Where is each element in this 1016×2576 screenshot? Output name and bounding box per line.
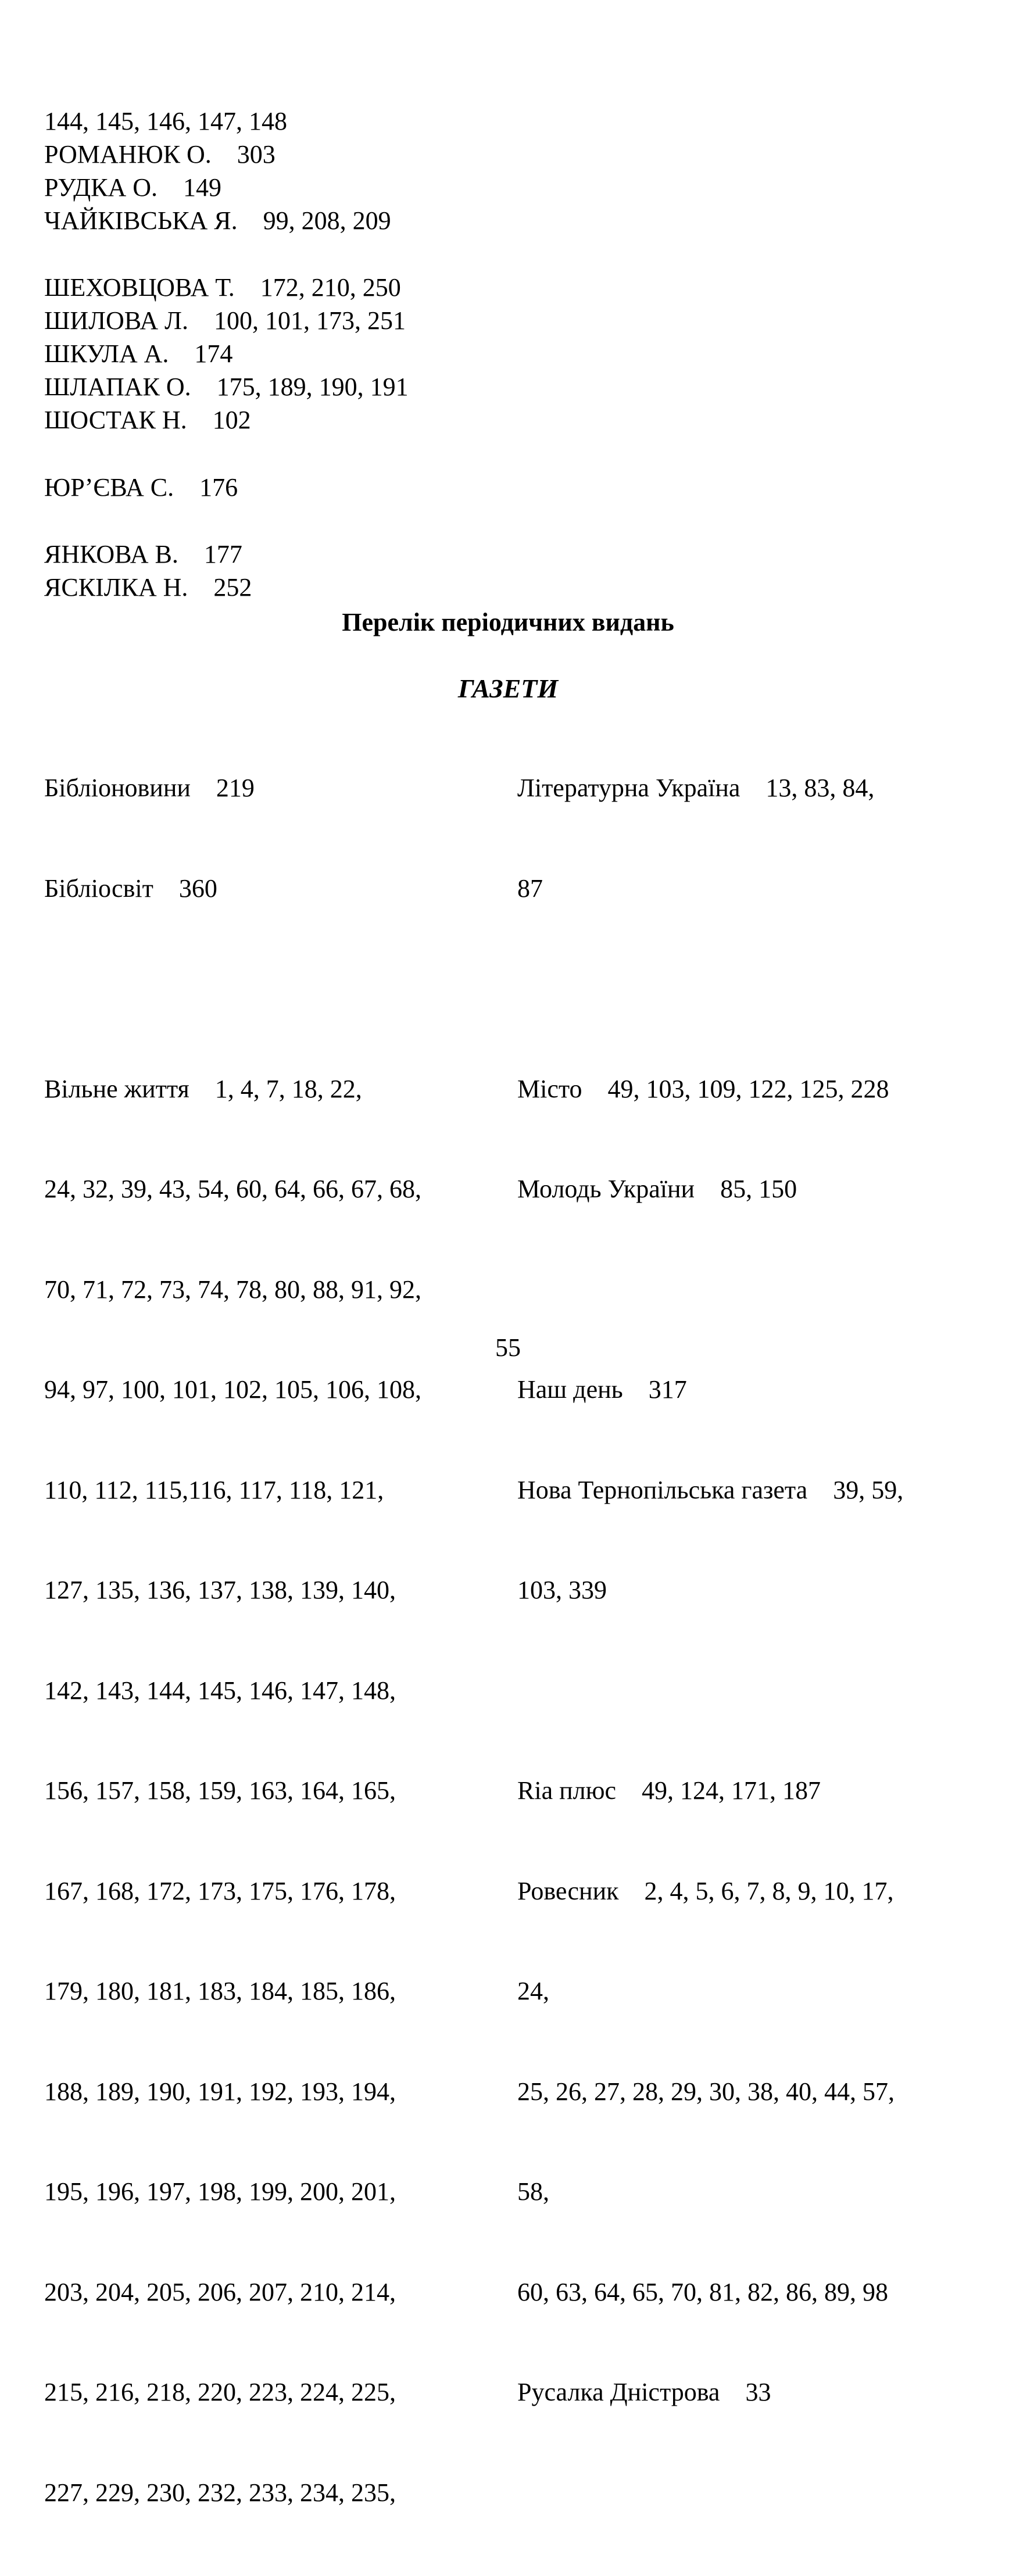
- index-entry: ЮР’ЄВА С. 176: [44, 473, 238, 502]
- newspaper-entry: Ровесник 2, 4, 5, 6, 7, 8, 9, 10, 17,: [517, 1876, 894, 1905]
- newspaper-entry-continuation: 142, 143, 144, 145, 146, 147, 148,: [44, 1676, 396, 1705]
- newspaper-entry-continuation: 24,: [517, 1977, 549, 2005]
- newspaper-entry: Бібліосвіт 360: [44, 874, 217, 903]
- spacer: [44, 972, 421, 1006]
- newspaper-entry-continuation: 167, 168, 172, 173, 175, 176, 178,: [44, 1876, 396, 1905]
- newspaper-entry-continuation: 25, 26, 27, 28, 29, 30, 38, 40, 44, 57,: [517, 2077, 895, 2106]
- newspaper-entry-continuation: 70, 71, 72, 73, 74, 78, 80, 88, 91, 92,: [44, 1275, 421, 1304]
- newspaper-entry: Місто 49, 103, 109, 122, 125, 228: [517, 1074, 889, 1103]
- newspaper-entry-continuation: 156, 157, 158, 159, 163, 164, 165,: [44, 1776, 396, 1805]
- index-entry: ШКУЛА А. 174: [44, 339, 233, 368]
- right-column: [517, 704, 903, 2476]
- index-entry: ЯСКІЛКА Н. 252: [44, 573, 252, 602]
- newspaper-entry-continuation: 24, 32, 39, 43, 54, 60, 64, 66, 67, 68,: [44, 1175, 421, 1203]
- spacer: [517, 972, 903, 1006]
- spacer: [517, 1674, 903, 1708]
- newspaper-entry-continuation: 94, 97, 100, 101, 102, 105, 106, 108,: [44, 1375, 421, 1404]
- periodicals-heading: Перелік періодичних видань: [342, 608, 674, 636]
- index-entry: ШИЛОВА Л. 100, 101, 173, 251: [44, 306, 406, 335]
- newspapers-heading: ГАЗЕТИ: [457, 674, 559, 703]
- newspaper-entry-continuation: 60, 63, 64, 65, 70, 81, 82, 86, 89, 98: [517, 2277, 888, 2306]
- index-line: 144, 145, 146, 147, 148: [44, 107, 287, 135]
- index-entry: ЯНКОВА В. 177: [44, 540, 242, 568]
- index-entry: ШЛАПАК О. 175, 189, 190, 191: [44, 373, 409, 401]
- spacer: [517, 1273, 903, 1307]
- index-entry: ЧАЙКІВСЬКА Я. 99, 208, 209: [44, 206, 391, 235]
- index-entry: ШЕХОВЦОВА Т. 172, 210, 250: [44, 273, 401, 302]
- index-entry: РУДКА О. 149: [44, 173, 221, 202]
- newspaper-entry-continuation: 215, 216, 218, 220, 223, 224, 225,: [44, 2378, 396, 2406]
- newspaper-entry-continuation: 127, 135, 136, 137, 138, 139, 140,: [44, 1576, 396, 1604]
- newspaper-entry-continuation: 103, 339: [517, 1576, 607, 1604]
- newspaper-entry: Наш день 317: [517, 1375, 687, 1404]
- newspaper-entry: Бібліоновини 219: [44, 774, 255, 802]
- newspaper-entry-continuation: 195, 196, 197, 198, 199, 200, 201,: [44, 2177, 396, 2206]
- newspaper-entry: Літературна Україна 13, 83, 84,: [517, 774, 875, 802]
- index-entry: ШОСТАК Н. 102: [44, 406, 251, 434]
- newspaper-entry-continuation: 227, 229, 230, 232, 233, 234, 235,: [44, 2478, 396, 2507]
- index-entry: РОМАНЮК О. 303: [44, 140, 276, 169]
- newspaper-entry-continuation: 188, 189, 190, 191, 192, 193, 194,: [44, 2077, 396, 2106]
- newspaper-entry-continuation: 87: [517, 874, 543, 903]
- newspaper-entry: Ria плюс 49, 124, 171, 187: [517, 1776, 821, 1805]
- newspaper-entry-continuation: 179, 180, 181, 183, 184, 185, 186,: [44, 1977, 396, 2005]
- newspaper-entry: Вільне життя 1, 4, 7, 18, 22,: [44, 1074, 362, 1103]
- newspaper-entry: Русалка Дністрова 33: [517, 2378, 771, 2406]
- page-number: 55: [495, 1333, 521, 1362]
- newspaper-entry: Нова Тернопільська газета 39, 59,: [517, 1475, 904, 1504]
- newspaper-entry-continuation: 110, 112, 115,116, 117, 118, 121,: [44, 1475, 384, 1504]
- newspaper-entry-continuation: 203, 204, 205, 206, 207, 210, 214,: [44, 2277, 396, 2306]
- newspaper-entry: Молодь України 85, 150: [517, 1175, 797, 1203]
- newspaper-entry-continuation: 58,: [517, 2177, 549, 2206]
- left-column: [44, 704, 421, 2576]
